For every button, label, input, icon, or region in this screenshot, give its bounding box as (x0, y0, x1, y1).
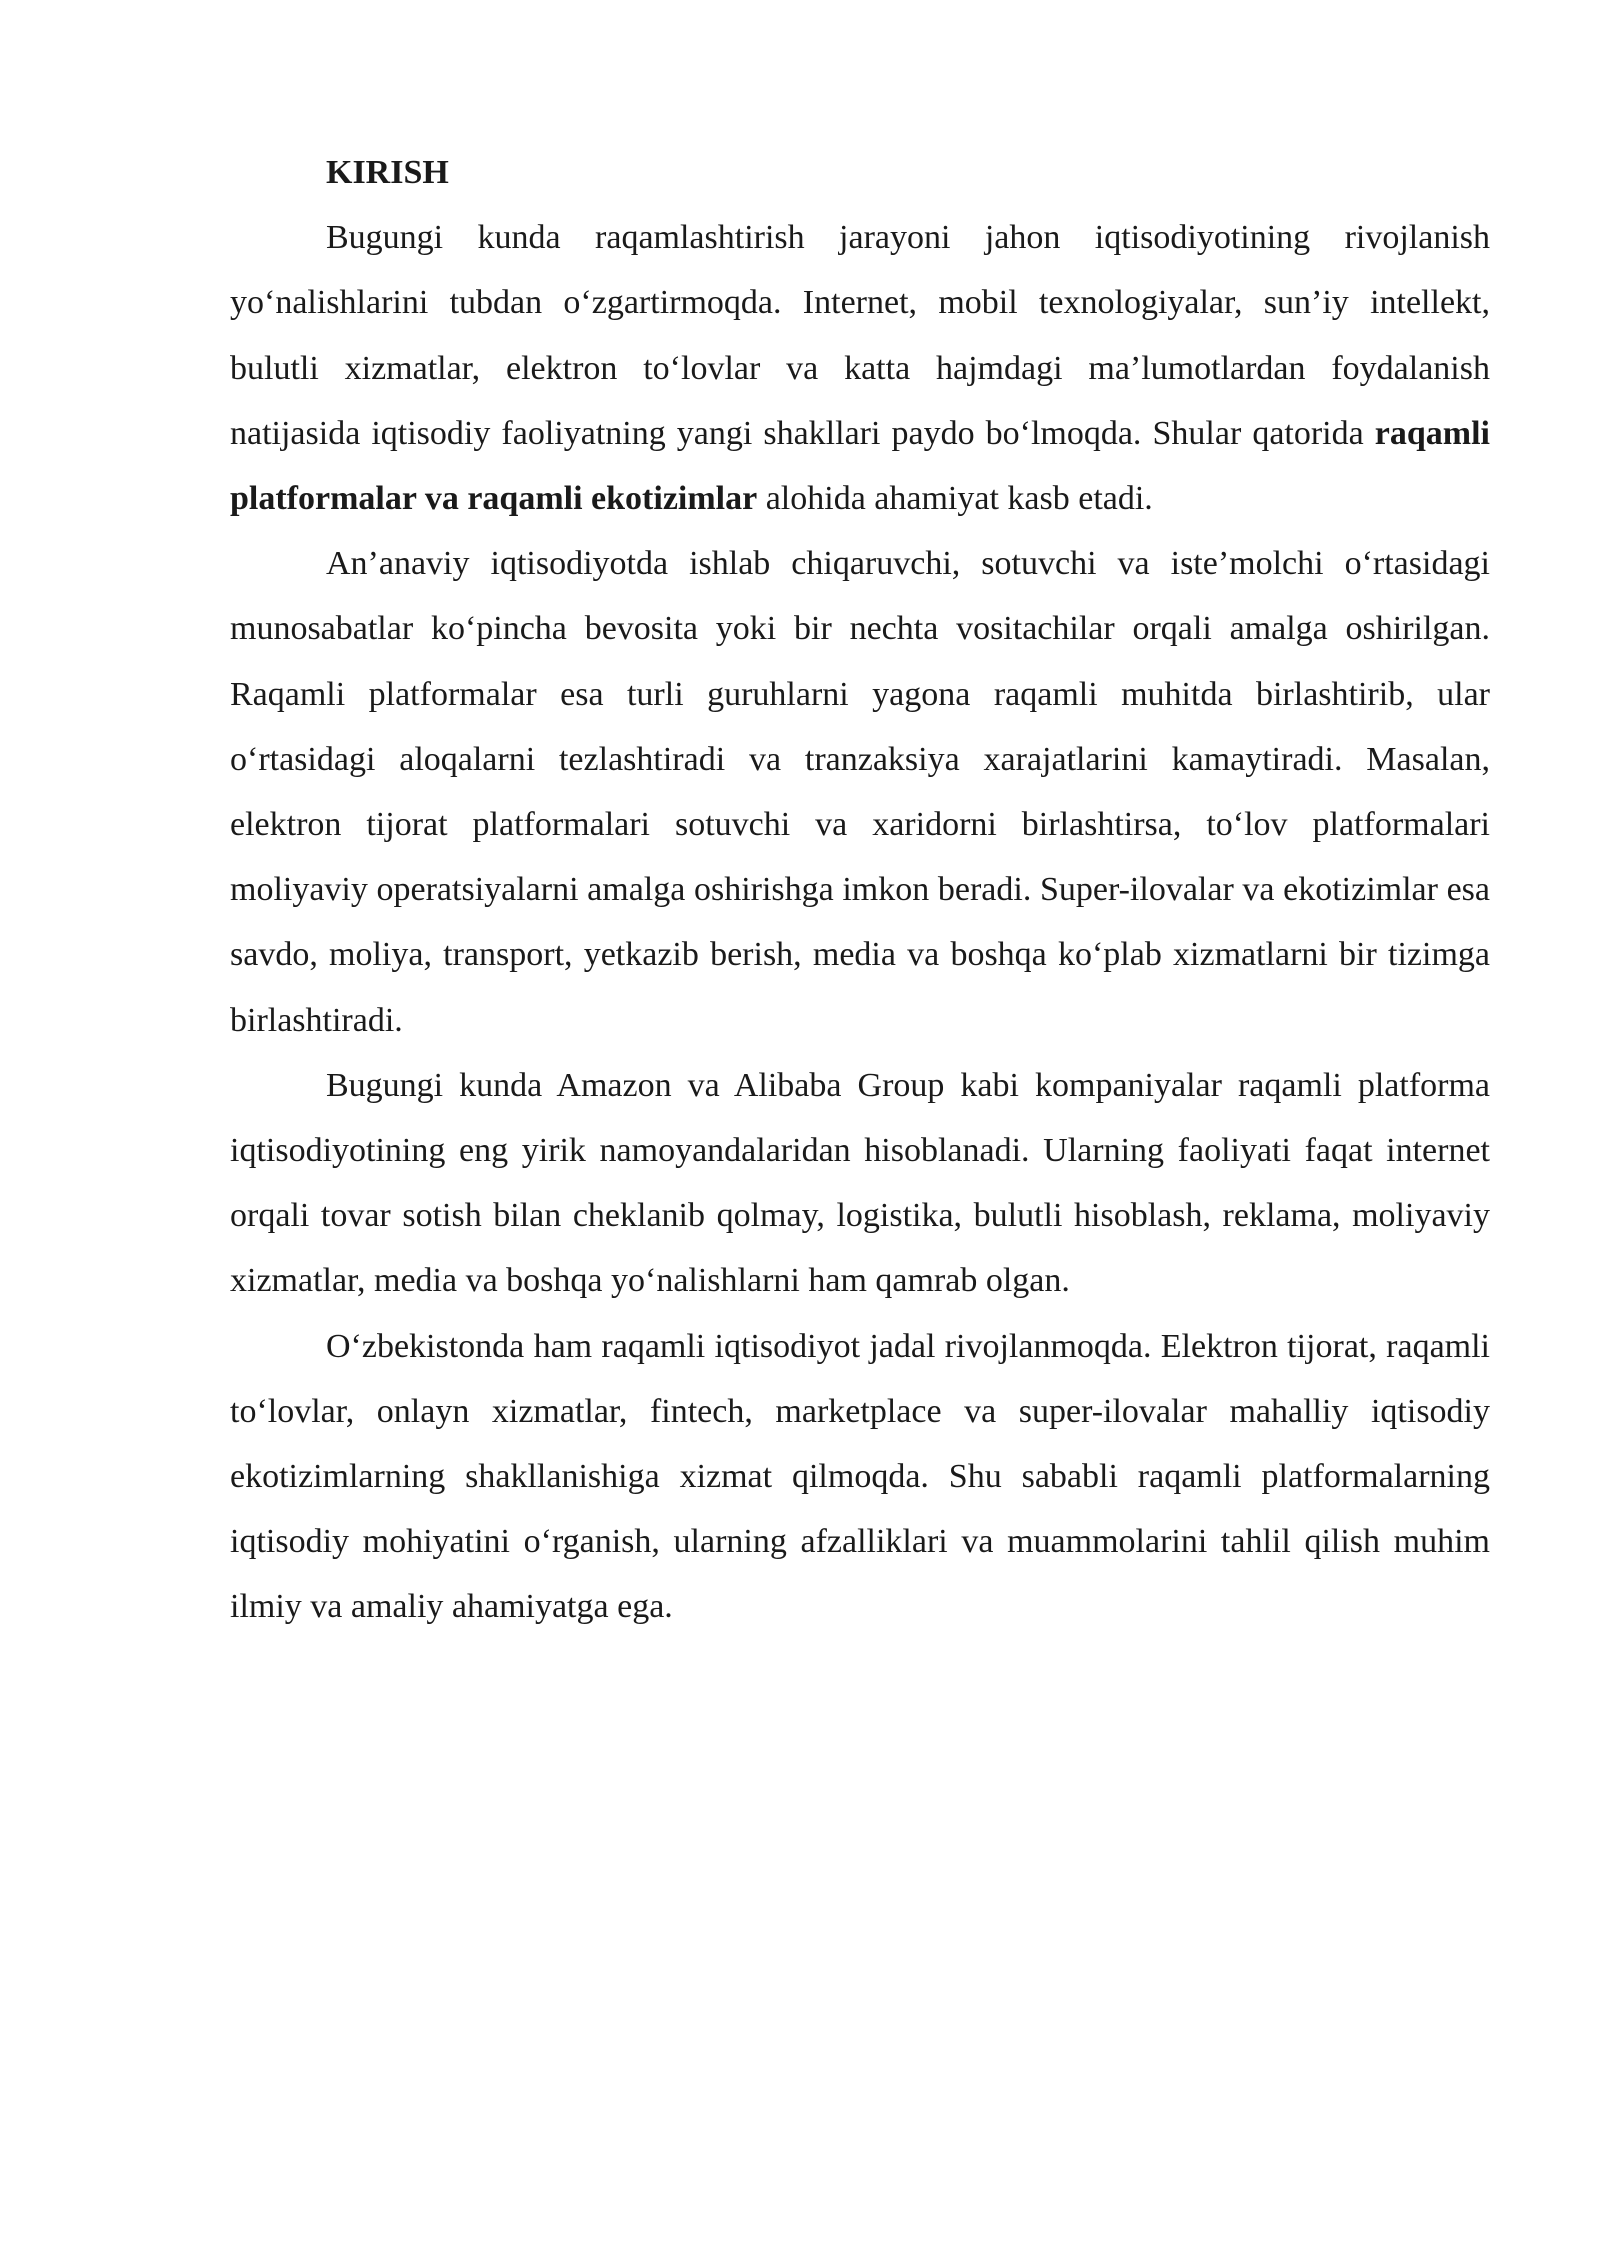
paragraph-1-ending: alohida ahamiyat kasb etadi. (757, 480, 1153, 518)
paragraph-1-text: Bugungi kunda raqamlashtirish jarayoni jahon iqtisodiyotining rivojlanish yo‘nalishlarini tubdan o‘zgartirmoqda. Internet, mobil texnologiyalar, sun’iy intellekt, bulutli xizmatlar, elektron to‘lovlar va katta hajmdagi ma’lumotlardan foydalanish natijasida iqtisodiy faoliyatning yangi shakllari paydo bo‘lmoqda. Shular qatorida (230, 219, 1490, 452)
paragraph-3: Bugungi kunda Amazon va Alibaba Group kabi kompaniyalar raqamli platforma iqtisodiyotining eng yirik namoyandalaridan hisoblanadi. Ularning faoliyati faqat internet orqali tovar sotish bilan cheklanib qolmay, logistika, bulutli hisoblash, reklama, moliyaviy xizmatlar, media va boshqa yo‘nalishlarni ham qamrab olgan. (230, 1066, 1490, 1300)
paragraph-4: O‘zbekistonda ham raqamli iqtisodiyot jadal rivojlanmoqda. Elektron tijorat, raqamli to‘lovlar, onlayn xizmatlar, fintech, marketplace va super-ilovalar mahalliy iqtisodiy ekotizimlarning shakllanishiga xizmat qilmoqda. Shu sababli raqamli platformalarning iqtisodiy mohiyatini o‘rganish, ularning afzalliklari va muammolarini tahlil qilish muhim ilmiy va amaliy ahamiyatga ega. (230, 1327, 1490, 1626)
paragraph-1-emphasis: raqamli platformalar va raqamli ekotizimlar (230, 414, 1490, 518)
section-heading: KIRISH (326, 154, 449, 191)
paragraph-2: An’anaviy iqtisodiyotda ishlab chiqaruvchi, sotuvchi va iste’molchi o‘rtasidagi munosabatlar ko‘pincha bevosita yoki bir nechta vositachilar orqali amalga oshirilgan. Raqamli platformalar esa turli guruhlarni yagona raqamli muhitda birlashtirib, ular o‘rtasidagi aloqalarni tezlashtiradi va tranzaksiya xarajatlarini kamaytiradi. Masalan, elektron tijorat platformalari sotuvchi va xaridorni birlashtirsa, to‘lov platformalari moliyaviy operatsiyalarni amalga oshirishga imkon beradi. Super-ilovalar va ekotizimlar esa savdo, moliya, transport, yetkazib berish, media va boshqa ko‘plab xizmatlarni bir tizimga birlashtiradi. (230, 545, 1490, 1039)
document-body (230, 140, 1490, 1640)
paragraph-1 (230, 205, 1490, 531)
